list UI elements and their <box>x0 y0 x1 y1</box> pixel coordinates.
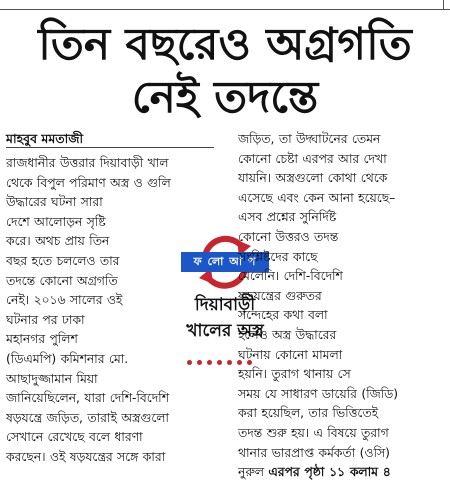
article-line: যায়নি। অস্ত্রগুলো কোথা থেকে <box>238 171 388 186</box>
article-line: (ডিএমপি) কমিশনার মো. <box>6 351 129 366</box>
article-line: এসেছে এবং কেন আনা হয়েছে– <box>238 190 396 205</box>
article-line: করা হয়েছিল, তার ভিত্তিতেই <box>238 406 378 421</box>
article-line: রাজধানীর উত্তরার দিয়াবাড়ী খাল <box>6 156 169 170</box>
followup-badge: ফ লো আ প <box>181 252 269 272</box>
article-line: এসব প্রশ্নের সুনির্দিষ্ট <box>238 210 337 225</box>
article-line: সময় যে সাধারণ ডায়েরি (জিডি) <box>238 386 399 401</box>
article-line: করে। অথচ প্রায় তিন <box>6 234 110 249</box>
article-line: মহানগর পুলিশ <box>6 332 78 347</box>
article-last-line <box>238 463 444 483</box>
article-line: হয়নি। তুরাগ থানায় সে <box>238 367 351 382</box>
continued-on-reference[interactable]: এরপর পৃষ্ঠা ১১ কলাম ৪ <box>268 465 391 480</box>
article-line: তদন্তে কোনো অগ্রগতি <box>6 273 118 288</box>
article-line: জড়িত, তা উদ্ঘাটনের তেমন <box>238 132 381 146</box>
last-line-name: নুরুল <box>238 465 264 480</box>
byline-rule <box>6 147 214 148</box>
article-line: বছর হতে চললেও তার <box>6 253 120 268</box>
article-line: উদ্ধারের ঘটনা সারা <box>6 195 103 210</box>
article-line: আছাদুজ্জামান মিয়া <box>6 371 98 386</box>
article-line: করছেন। ওই ষড়যন্ত্রের সঙ্গে কারা <box>6 449 166 464</box>
article-line: ষড়যন্ত্রে জড়িত, তারাই অস্ত্রগুলো <box>6 410 169 425</box>
article-line: সেখানে রেখেছে বলে ধারণা <box>6 430 143 445</box>
article-column-2 <box>238 130 444 483</box>
article-line: ঘটনার পর ঢাকা <box>6 312 85 327</box>
article-line: মেলেনি। দেশি-বিদেশি <box>238 269 343 284</box>
article-line: দেশে আলোড়ন সৃষ্টি <box>6 214 106 229</box>
article-line: থানার ভারপ্রাপ্ত কর্মকর্তা (ওসি) <box>238 445 390 460</box>
inset-title-line-1: দিয়াবাড়ী <box>194 295 256 315</box>
headline-line-2: নেই তদন্তে <box>131 72 319 123</box>
article-line: ষড়যন্ত্রের গুরুতর <box>238 288 322 303</box>
article-line: সংশ্লিষ্টদের কাছে <box>238 249 318 264</box>
top-rule <box>0 0 450 10</box>
article-line: সন্দেহের কথা বলা <box>238 308 328 323</box>
article-line: হলেও অস্ত্র উদ্ধারের <box>238 327 337 342</box>
article-line: তদন্ত শুরু হয়। এ বিষয়ে তুরাগ <box>238 425 389 440</box>
article-line: নেই। ২০১৬ সালের ওই <box>6 293 123 308</box>
article-line: কোনো চেষ্টা এরপর আর দেখা <box>238 151 387 166</box>
byline: মাহবুব মমতাজী <box>6 131 84 146</box>
article-line: থেকে বিপুল পরিমাণ অস্ত্র ও গুলি <box>6 175 171 190</box>
article-line: ঘটনায় কোনো মামলা <box>238 347 343 362</box>
rule-tick <box>443 0 444 9</box>
headline-line-1: তিন বছরেও অগ্রগতি <box>38 19 412 70</box>
article-line: জানিয়েছিলেন, যারা দেশি-বিদেশি <box>6 391 169 406</box>
inset-title-line-2: খালের অস্ত্র <box>186 321 264 341</box>
article-line: কোনো উত্তরও তদন্ত <box>238 229 339 244</box>
